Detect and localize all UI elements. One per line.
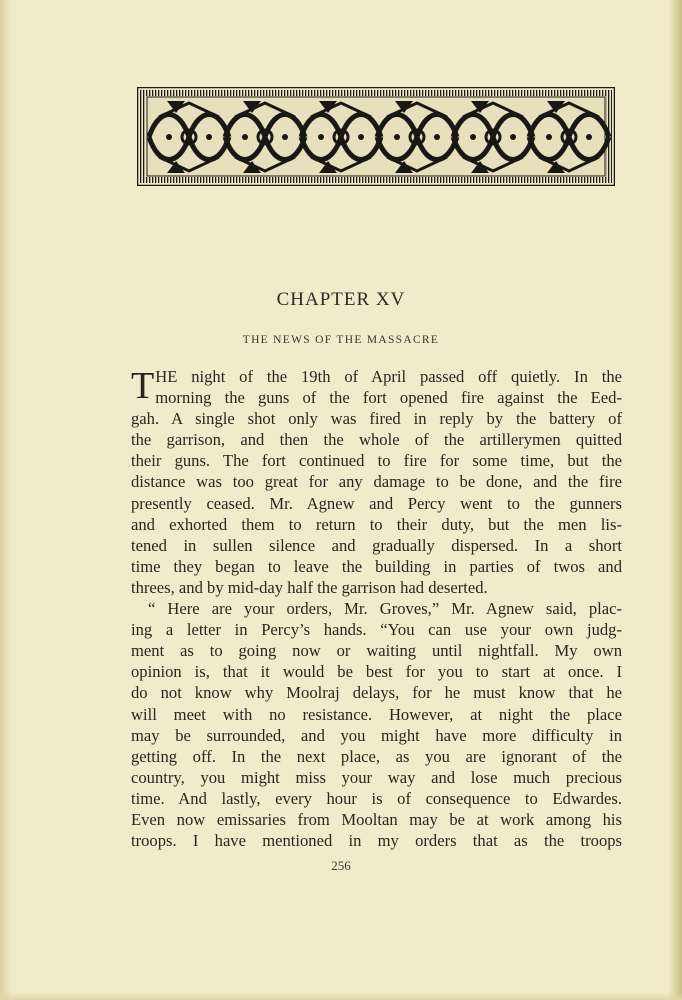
- text-line: time. And lastly, every hour is of consequence to Edwardes.: [131, 788, 622, 808]
- text-line: gah. A single shot only was fired in reply by the battery of: [131, 409, 622, 429]
- text-line: the garrison, and then the whole of the artillerymen quitted: [131, 430, 622, 450]
- text-line: ing a letter in Percy’s hands. “You can use your own judg-: [131, 620, 622, 640]
- text-line: troops. I have mentioned in my orders that as the troops: [131, 831, 622, 851]
- text-line: threes, and by mid-day half the garrison had deserted.: [131, 577, 488, 597]
- text-line: presently ceased. Mr. Agnew and Percy went to the gunners: [131, 493, 622, 513]
- text-line: their guns. The fort continued to fire for some time, but the: [131, 451, 622, 471]
- decorative-headpiece-ornament: [137, 87, 615, 186]
- text-line: will meet with no resistance. However, at night the place: [131, 704, 622, 724]
- text-line: “ Here are your orders, Mr. Groves,” Mr. Agnew said, plac-: [148, 599, 622, 619]
- text-line: distance was too great for any damage to be done, and the fire: [131, 472, 622, 492]
- text-line: HE night of the 19th of April passed off quietly. In the: [155, 367, 622, 386]
- text-line: opinion is, that it would be best for you to start at once. I: [131, 662, 622, 682]
- chapter-subtitle: THE NEWS OF THE MASSACRE: [242, 334, 440, 346]
- text-line: may be surrounded, and you might have more difficulty in: [131, 725, 622, 745]
- drop-cap: T: [131, 365, 155, 407]
- page-number: 256: [331, 858, 351, 873]
- text-line: Even now emissaries from Mooltan may be at work among his: [131, 809, 622, 829]
- chapter-title: CHAPTER XV: [276, 289, 406, 310]
- text-line: time they began to leave the building in parties of twos and: [131, 556, 622, 576]
- text-line: country, you might miss your way and lose much precious: [131, 767, 622, 787]
- page-edge-shadow-left: [0, 0, 12, 1000]
- body-text: [131, 366, 622, 851]
- text-line: do not know why Moolraj delays, for he must know that he: [131, 683, 622, 703]
- page-edge-shadow-right: [668, 0, 682, 1000]
- text-line: getting off. In the next place, as you are ignorant of the: [131, 746, 622, 766]
- text-line: and exhorted them to return to their duty, but the men lis-: [131, 514, 622, 534]
- text-line: tened in sullen silence and gradually dispersed. In a short: [131, 535, 622, 555]
- celtic-knot-band-icon: [137, 87, 615, 186]
- page-edge-shadow-bottom: [0, 992, 682, 1000]
- text-line: morning the guns of the fort opened fire against the Eed-: [155, 388, 622, 408]
- text-line: ment as to going now or waiting until nightfall. My own: [131, 641, 622, 661]
